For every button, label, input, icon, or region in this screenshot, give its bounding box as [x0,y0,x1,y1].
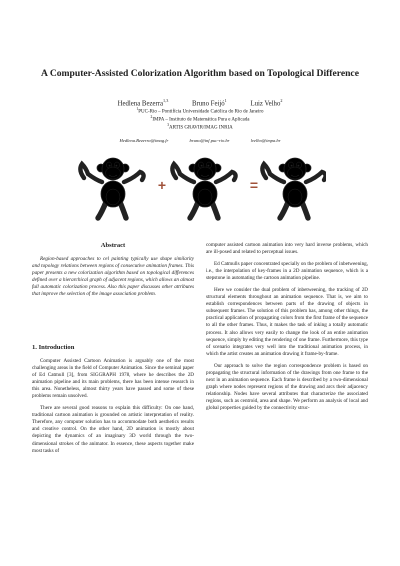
paragraph: Here we consider the dual problem of inbetweening, the tracking of 2D structural elements throughout an animation sequence. That is, we aim to establish correspondences between parts of the drawing of objects in subsequent frames. The solution of this problem has, among other things, the practical application of propagating colors from the first frame of the sequence to all the other frames. Thus, it makes the task of inking a totally automatic process. It also allows very easily to change the look of an entire animation sequence, simply by editing the rendering of one frame. Furthermore, this type of scenario integrates very well into the traditional animation process, in which the artist creates an animation drawing it frame-by-frame. [206,287,369,357]
left-column-body [32,358,194,460]
affiliation: $^1$PUC-Rio – Pontifícia Universidade Católica do Rio de Janeiro [136,107,264,115]
teaser-figure [76,150,326,222]
author: Luiz Velho$^2$ [250,98,283,108]
abstract-text: Region-based approaches to cel painting typically use shape similarity and topology relations between regions of consecutive animation frames. This paper presents a new colorization algorithm based on topological differences defined over a hierarchical graph of adjacent regions, which allows an almost full automatic colorization process. Also this paper discusses other attributes that improve the selection of the image association problem. [32,256,194,298]
abstract-heading: Abstract [100,242,126,249]
plus-sign: + [157,177,167,193]
paragraph: computer assisted cartoon animation into very hard inverse problems, which are ill-posed and related to perceptual issues. [206,242,368,256]
section-heading-introduction: 1. Introduction [32,344,75,351]
email: Hedlena.Bezerra@imag.fr [119,138,169,143]
author: Bruno Feijó$^1$ [191,98,227,108]
paragraph: Computer Assisted Cartoon Animation is arguably one of the most challenging areas in the field of Computer Animation. Since the seminal paper of Ed Catmull [3], from SIGGRAPH 1978, where he describes the 2D animation pipeline and its main problems, there has been intense research in this area. Nonetheless, almost thirty years have passed and some of these problems remain unsolved. [32,358,194,400]
paper-title: A Computer-Assisted Colorization Algorithm based on Topological Difference [41,68,359,79]
colored-monkey-result [262,158,325,218]
email: bruno@inf.puc-rio.br [189,138,230,143]
email: lvelho@impa.br [250,138,281,143]
outline-monkey-target [172,158,235,218]
affiliation: $^3$ARTIS GRAVIR/IMAG INRIA [167,123,233,131]
equals-sign: = [249,177,259,193]
paragraph: Ed Catmulls paper concentrated specially on the problem of inbetweening, i.e., the interpolation of key-frames in a 2D animation sequence, which is a stepstone in automating the cartoon animation pipeline. [206,261,368,282]
affiliation: $^2$IMPA – Instituto de Matemática Pura e Aplicada [150,115,250,123]
paragraph: There are several good reasons to explain this difficulty: On one hand, traditional cartoon animation is grounded on artistic interpretation of reality. Therefore, any computer solution has to accommodate both aesthetics results and creative control. On the other hand, 2D animation is mostly about depicting the dynamics of an imaginary 3D world through the two-dimensional strokes of the animator. In essence, these aspects together make most tasks of [32,405,194,454]
colored-monkey-source [80,158,143,218]
right-column-body [206,242,368,417]
paragraph: Our approach to solve the region correspondence problem is based on propagating the structural information of the drawings from one frame to the next in an animation sequence. Each frame is described by a two-dimensional graph where nodes represent regions of the drawing and arcs their adjacency relationship. Nodes have several attributes that characterize the associated regions, such as centroid, area and shape. We perform an analysis of local and global properties guided by the connectivity struc- [206,362,368,411]
author: Hedlena Bezerra$^{1,3}$ [117,98,169,108]
email-list [20,138,380,144]
